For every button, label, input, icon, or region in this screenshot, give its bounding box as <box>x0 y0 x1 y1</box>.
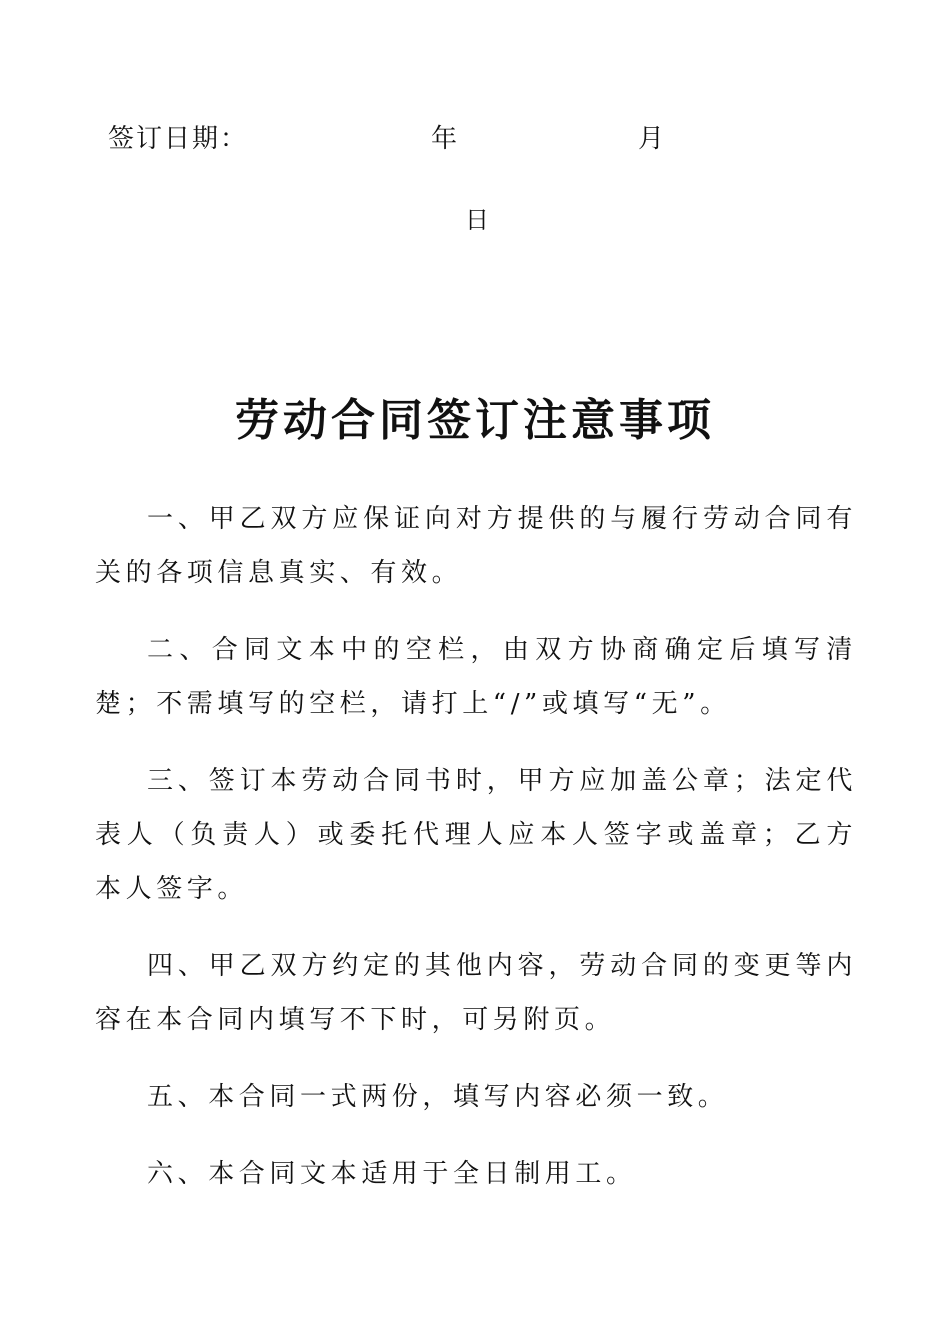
signing-date-month: 月 <box>638 124 665 154</box>
notice-list <box>95 492 857 1224</box>
notice-item-1: 一、甲乙双方应保证向对方提供的与履行劳动合同有关的各项信息真实、有效。 <box>95 504 857 588</box>
notice-item-6: 六、本合同文本适用于全日制用工。 <box>147 1159 637 1189</box>
notice-item-5: 五、本合同一式两份，填写内容必须一致。 <box>147 1082 729 1112</box>
signing-date-label: 签订日期： <box>108 124 249 154</box>
document-title: 劳动合同签订注意事项 <box>235 395 715 446</box>
signing-date-day: 日 <box>465 206 489 234</box>
notice-item-4: 四、甲乙双方约定的其他内容，劳动合同的变更等内容在本合同内填写不下时，可另附页。 <box>95 951 857 1035</box>
signing-date-year: 年 <box>431 124 458 154</box>
notice-item-3: 三、签订本劳动合同书时，甲方应加盖公章；法定代表人（负责人）或委托代理人应本人签字或盖章；乙方本人签字。 <box>95 766 857 904</box>
notice-item-2: 二、合同文本中的空栏，由双方协商确定后填写清楚；不需填写的空栏，请打上“/”或填写“无”。 <box>95 635 857 719</box>
